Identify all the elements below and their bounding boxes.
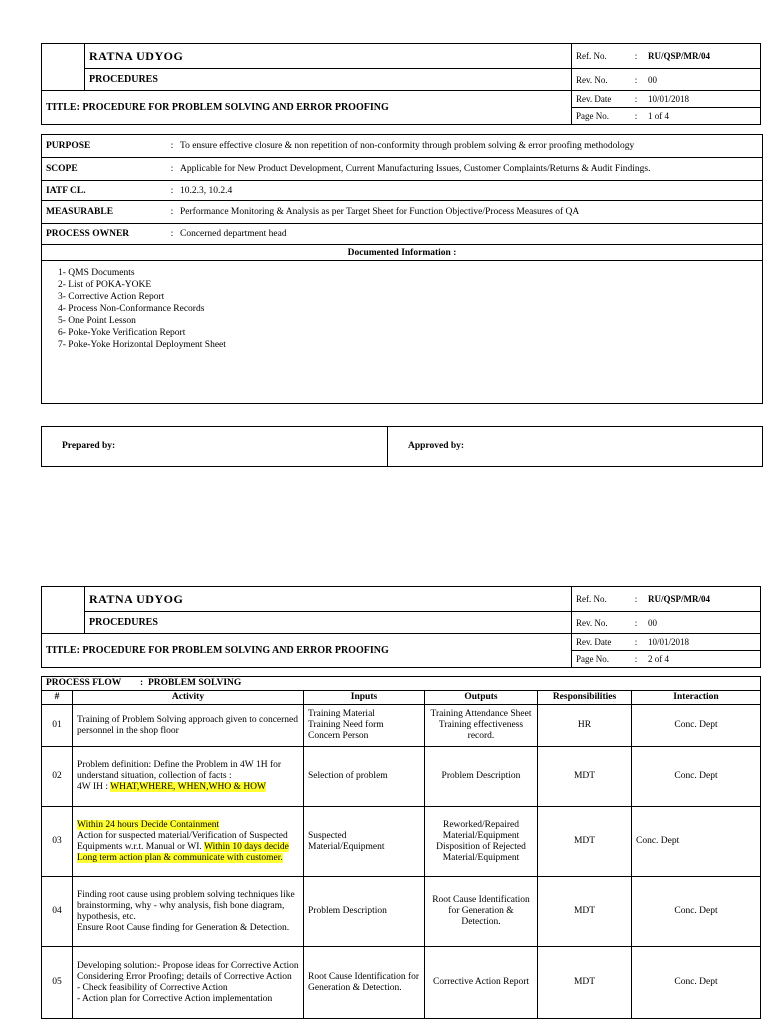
info-block: PURPOSE : To ensure effective closure & non repetition of non-conformity through problem solving & error proofing methodology SCOPE : Applicable for New Product Development, Current Manufacturing Issues, Customer Complaints/Returns & Audit Findings. IATF CL. : 10.2.3, 10.2.4 MEASURABLE : Performance Monitoring & Analysis as per Target Sheet for Function Objective/Process Measures of QA PROCESS OWNER : Concerned department head Documented Information : 1- QMS Documents 2- List of POKA-YOKE 3- Corrective Action Report 4- Process Non-Conformance Records 5- One Point Lesson 6- Poke-Yoke Verification Report 7- Poke-Yoke Horizontal Deployment Sheet <box>41 134 763 404</box>
purpose-label: PURPOSE <box>42 135 168 158</box>
ref-value: RU/QSP/MR/04 <box>644 44 761 69</box>
signature-box <box>41 426 763 467</box>
highlight: Within 24 hours Decide Containment <box>77 819 220 830</box>
approved-by-label: Approved by: <box>408 441 465 451</box>
ref-label: Ref. No. <box>572 587 629 612</box>
measurable-label: MEASURABLE <box>42 201 168 224</box>
table-row: 05 Developing solution:- Propose ideas for Corrective Action Considering Error Proofing; details of Corrective Action - Check feasibility of Corrective Action - Action plan for Corrective Action implementation Root Cause Identification for Generation & Detection. Corrective Action Report MDT Conc. Dept <box>42 947 761 1019</box>
table-header-row <box>42 691 761 705</box>
page-no-value: 1 of 4 <box>644 108 761 125</box>
document-title: TITLE: PROCEDURE FOR PROBLEM SOLVING AND ERROR PROOFING <box>42 91 572 125</box>
list-item: 1- QMS Documents <box>58 268 135 278</box>
rev-date-value: 10/01/2018 <box>644 91 761 108</box>
rev-date-value: 10/01/2018 <box>644 634 761 651</box>
page2-header: RATNA UDYOG Ref. No. : RU/QSP/MR/04 PROCEDURES Rev. No. : 00 TITLE: PROCEDURE FOR PROBLEM SOLVING AND ERROR PROOFING Rev. Date : 10/01/2018 Page No. : 2 of 4 <box>41 586 761 668</box>
page-no-label: Page No. <box>572 108 629 125</box>
list-item: 4- Process Non-Conformance Records <box>58 304 205 314</box>
measurable-value: Performance Monitoring & Analysis as per Target Sheet for Function Objective/Process Measures of QA <box>176 201 762 224</box>
col-header-outputs: Outputs <box>425 691 538 705</box>
purpose-value: To ensure effective closure & non repetition of non-conformity through problem solving & error proofing methodology <box>176 135 762 158</box>
ref-label: Ref. No. <box>572 44 629 69</box>
documented-info-heading: Documented Information : <box>42 245 762 261</box>
scope-label: SCOPE <box>42 158 168 181</box>
rev-value: 00 <box>644 612 761 634</box>
col-header-inputs: Inputs <box>304 691 425 705</box>
ref-value: RU/QSP/MR/04 <box>644 587 761 612</box>
scope-value: Applicable for New Product Development, Current Manufacturing Issues, Customer Complaints/Returns & Audit Findings. <box>176 158 762 181</box>
table-row: 02 Problem definition: Define the Problem in 4W 1H for understand situation, collection of facts : 4W IH : WHAT,WHERE, WHEN,WHO & HOW Selection of problem Problem Description MDT Conc. Dept <box>42 747 761 807</box>
highlight: Within 10 days decide Long term action plan & communicate with customer. <box>77 841 289 863</box>
page-no-label: Page No. <box>572 651 629 668</box>
rev-date-label: Rev. Date <box>572 91 629 108</box>
highlight: WHAT,WHERE, WHEN,WHO & HOW <box>110 782 267 792</box>
company-name: RATNA UDYOG <box>85 587 572 612</box>
procedures-label: PROCEDURES <box>85 69 572 91</box>
page1-header: RATNA UDYOG Ref. No. : RU/QSP/MR/04 PROCEDURES Rev. No. : 00 TITLE: PROCEDURE FOR PROBLEM SOLVING AND ERROR PROOFING Rev. Date : 10/01/2018 Page No. : 1 of 4 <box>41 43 761 125</box>
rev-label: Rev. No. <box>572 69 629 91</box>
col-header-interaction: Interaction <box>632 691 761 705</box>
table-row: 03 Within 24 hours Decide Containment Action for suspected material/Verification of Suspected Equipments w.r.t. Manual or WI. Within 10 days decide Long term action plan & communicate with customer. Suspected Material/Equipment Reworked/Repaired Material/Equipment Disposition of Rejected Material/Equipment MDT Conc. Dept <box>42 807 761 877</box>
rev-value: 00 <box>644 69 761 91</box>
logo-cell <box>42 587 85 634</box>
rev-label: Rev. No. <box>572 612 629 634</box>
process-owner-value: Concerned department head <box>176 224 762 245</box>
process-flow-table <box>41 676 761 1019</box>
col-header-activity: Activity <box>73 691 304 705</box>
col-header-responsibilities: Responsibilities <box>538 691 632 705</box>
col-header-num: # <box>42 691 73 705</box>
prepared-cell <box>42 427 388 466</box>
iatf-value: 10.2.3, 10.2.4 <box>176 181 762 201</box>
page-no-value: 2 of 4 <box>644 651 761 668</box>
iatf-label: IATF CL. <box>42 181 168 201</box>
list-item: 6- Poke-Yoke Verification Report <box>58 328 186 338</box>
procedures-label: PROCEDURES <box>85 612 572 634</box>
documents-list <box>58 267 226 351</box>
process-flow-heading: PROCESS FLOW : PROBLEM SOLVING <box>42 677 761 691</box>
logo-cell <box>42 44 85 91</box>
table-row: 01 Training of Problem Solving approach given to concerned personnel in the shop floor Training Material Training Need form Concern Person Training Attendance Sheet Training effectiveness record. HR Conc. Dept <box>42 705 761 747</box>
prepared-by-label: Prepared by: <box>62 441 116 451</box>
company-name: RATNA UDYOG <box>85 44 572 69</box>
list-item: 3- Corrective Action Report <box>58 292 165 302</box>
rev-date-label: Rev. Date <box>572 634 629 651</box>
table-row: 04 Finding root cause using problem solving techniques like brainstorming, why - why analysis, fish bone diagram, hypothesis, etc. Ensure Root Cause finding for Generation & Detection. Problem Description Root Cause Identification for Generation & Detection. MDT Conc. Dept <box>42 877 761 947</box>
document-title: TITLE: PROCEDURE FOR PROBLEM SOLVING AND ERROR PROOFING <box>42 634 572 668</box>
list-item: 7- Poke-Yoke Horizontal Deployment Sheet <box>58 340 226 350</box>
list-item: 5- One Point Lesson <box>58 316 136 326</box>
process-owner-label: PROCESS OWNER <box>42 224 168 245</box>
list-item: 2- List of POKA-YOKE <box>58 280 152 290</box>
